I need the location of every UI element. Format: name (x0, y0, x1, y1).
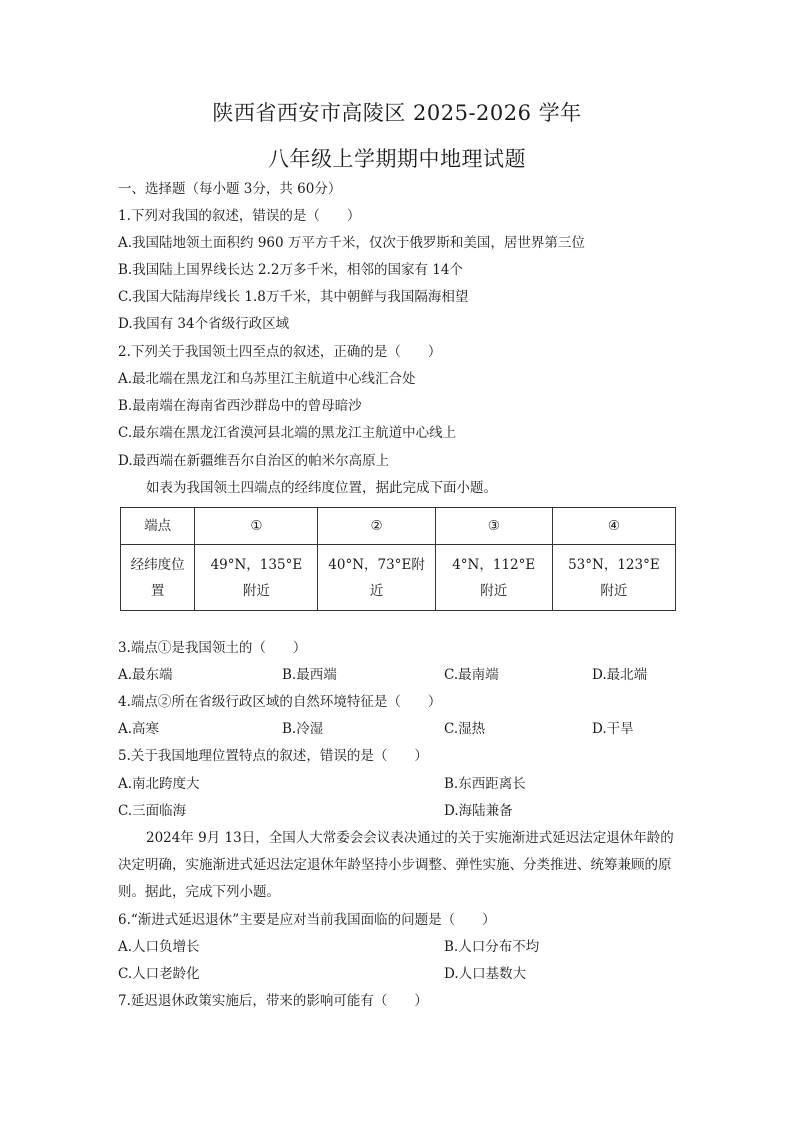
q3-option-c: C.最南端 (444, 667, 499, 683)
q6-option-d: D.人口基数大 (444, 966, 527, 982)
q3-stem: 3.端点①是我国领土的（ ） (118, 640, 307, 656)
q4-option-c: C.湿热 (444, 721, 486, 737)
table-cell-line: 4°N，112°E (452, 556, 536, 573)
table-row-label (121, 545, 195, 611)
q1-option-a: A.我国陆地领土面积约 960 万平方千米，仅次于俄罗斯和美国，居世界第三位 (118, 235, 585, 251)
table-header-cell: ① (195, 508, 318, 545)
table-cell (318, 545, 435, 611)
q7-stem: 7.延迟退休政策实施后，带来的影响可能有（ ） (118, 993, 428, 1009)
q5-option-c: C.三面临海 (118, 803, 187, 819)
q6-option-c: C.人口老龄化 (118, 966, 200, 982)
q6-stem: 6.“渐进式延迟退休”主要是应对当前我国面临的问题是（ ） (118, 912, 496, 928)
table-cell-line: 附近 (480, 582, 508, 599)
table-header-cell: ③ (435, 508, 552, 545)
exam-title-line1: 陕西省西安市高陵区 2025-2026 学年 (212, 101, 582, 125)
q2-option-b: B.最南端在海南省西沙群岛中的曾母暗沙 (118, 398, 362, 414)
q1-option-c: C.我国大陆海岸线长 1.8万千米，其中朝鲜与我国隔海相望 (118, 289, 469, 305)
table-header-cell: ④ (552, 508, 675, 545)
table-cell-line: 49°N，135°E (210, 556, 303, 573)
q5-option-d: D.海陆兼备 (444, 803, 513, 819)
table-header-cell: ② (318, 508, 435, 545)
table-header-cell: 端点 (121, 508, 195, 545)
section-heading: 一、选择题（每小题 3分，共 60分） (118, 181, 342, 197)
table-cell-line: 40°N，73°E附 (328, 556, 425, 573)
table-cell-line: 53°N，123°E (568, 556, 660, 573)
q1-option-d: D.我国有 34个省级行政区域 (118, 316, 290, 332)
q5-option-a: A.南北跨度大 (118, 776, 200, 792)
q2-option-c: C.最东端在黑龙江省漠河县北端的黑龙江主航道中心线上 (118, 425, 457, 441)
q3-option-b: B.最西端 (282, 667, 337, 683)
table-cell-line: 置 (150, 582, 165, 599)
table-cell (552, 545, 675, 611)
table-intro: 如表为我国领土四端点的经纬度位置，据此完成下面小题。 (146, 480, 497, 496)
q2-option-d: D.最西端在新疆维吾尔自治区的帕米尔高原上 (118, 453, 390, 469)
q5-stem: 5.关于我国地理位置特点的叙述，错误的是（ ） (118, 748, 428, 764)
table-cell (435, 545, 552, 611)
passage-text: 2024年 9月 13日，全国人大常委会会议表决通过的关于实施渐进式延迟法定退休年龄的决定明确，实施渐进式延迟法定退休年龄坚持小步调整、弹性实施、分类推进、统筹兼顾的原则。据此，完成下列小题。 (118, 830, 674, 900)
table-cell-line: 附近 (242, 582, 270, 599)
table-row (121, 545, 676, 611)
q4-stem: 4.端点②所在省级行政区域的自然环境特征是（ ） (118, 694, 442, 710)
q3-option-d: D.最北端 (592, 667, 648, 683)
table-header-row (121, 508, 676, 545)
q6-option-a: A.人口负增长 (118, 939, 200, 955)
q1-stem: 1.下列对我国的叙述，错误的是（ ） (118, 208, 361, 224)
q1-option-b: B.我国陆上国界线长达 2.2万多千米，相邻的国家有 14个 (118, 262, 463, 278)
table-cell-line: 近 (369, 582, 384, 599)
q4-option-a: A.高寒 (118, 721, 160, 737)
q6-option-b: B.人口分布不均 (444, 939, 540, 955)
q3-option-a: A.最东端 (118, 667, 173, 683)
q4-option-b: B.冷湿 (282, 721, 324, 737)
exam-title-line2: 八年级上学期期中地理试题 (268, 147, 526, 171)
q2-stem: 2.下列关于我国领土四至点的叙述，正确的是（ ） (118, 344, 442, 360)
table-cell-line: 附近 (600, 582, 628, 599)
table-cell-line: 经纬度位 (130, 556, 185, 573)
q4-option-d: D.干旱 (592, 721, 634, 737)
table-cell (195, 545, 318, 611)
q2-option-a: A.最北端在黑龙江和乌苏里江主航道中心线汇合处 (118, 371, 416, 387)
extreme-points-table (120, 507, 676, 611)
q5-option-b: B.东西距离长 (444, 776, 526, 792)
